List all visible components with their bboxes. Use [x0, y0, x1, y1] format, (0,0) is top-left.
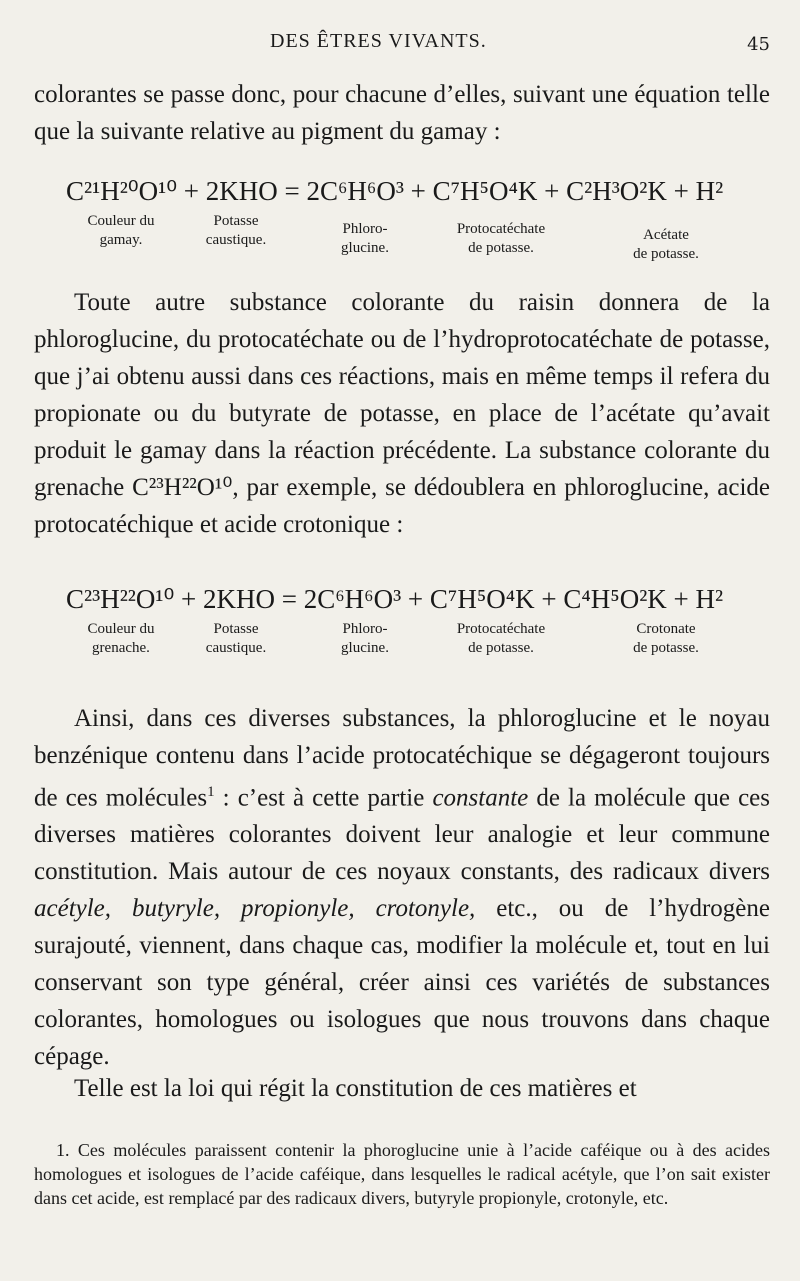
equation-labels	[66, 212, 766, 264]
label-line: Protocatéchate	[456, 621, 546, 637]
label-line: Phloro-	[342, 621, 388, 637]
label-protocatechate	[426, 220, 576, 258]
text-run: de la molécule que ces diverses matières colorantes doivent leur analogie et leur commune constitution. Mais autour de ces noyaux constants, des radicaux divers	[34, 784, 770, 886]
label-line: glucine.	[341, 240, 389, 256]
paragraph-text: colorantes se passe donc, pour chacune d’elles, suivant une équation telle que la suivante relative au pigment du gamay :	[34, 81, 770, 145]
page-number: 45	[747, 34, 770, 55]
paragraph-text: Toute autre substance colorante du raisin donnera de la phloroglucine, du protocatéchate ou de l’hydroprotocatéchate de potasse, que j’ai obtenu aussi dans ces réactions, mais en même temps il refera du propionate ou du butyrate de potasse, en place de l’acétate qu’avait produit le gamay dans la réaction précédente. La substance colorante du grenache C²³H²²O¹⁰, par exemple, se dédoublera en phloroglucine, acide protocatéchique et acide crotonique :	[34, 289, 770, 538]
label-colour	[66, 620, 176, 658]
label-line: grenache.	[92, 640, 150, 656]
page-header	[0, 30, 800, 60]
text-run: : c’est à cette partie	[214, 784, 433, 812]
label-line: Acétate	[643, 227, 689, 243]
equation-grenache	[66, 584, 766, 672]
paragraph-text: Telle est la loi qui régit la constitution de ces matières et	[74, 1075, 637, 1102]
paragraph-law	[34, 1070, 770, 1107]
footnote-1: 1. Ces molécules paraissent contenir la phoroglucine unie à l’acide caféique ou à des acides homologues et isologues de l’acide caféique, dans lesquelles le radical acétyle, que l’on sait exister dans cet acide, est remplacé par des radicaux divers, butyryle propionyle, crotonyle, etc.	[34, 1140, 770, 1208]
label-potash	[186, 212, 286, 250]
label-line: Couleur du	[87, 213, 155, 229]
label-line: caustique.	[205, 640, 267, 656]
paragraph-text	[34, 700, 770, 1075]
label-colour	[66, 212, 176, 250]
label-protocatechate	[426, 620, 576, 658]
label-line: gamay.	[99, 232, 143, 248]
label-line: de potasse.	[633, 640, 699, 656]
label-line: Potasse	[213, 621, 259, 637]
label-phloroglucine	[320, 220, 410, 258]
label-line: Protocatéchate	[456, 221, 546, 237]
label-line: de potasse.	[468, 640, 534, 656]
footnote-ref[interactable]: 1	[207, 784, 215, 800]
equation-formula: C²³H²²O¹⁰ + 2KHO = 2C⁶H⁶O³ + C⁷H⁵O⁴K + C⁴H⁵O²K + H²	[66, 584, 724, 614]
paragraph-conclusion	[34, 700, 770, 1075]
label-phloroglucine	[320, 620, 410, 658]
text-run: Ainsi, dans ces diverses substances, la phloroglucine et le noyau benzénique contenu dans l’acide protocatéchique se dégageront toujours de ces molécules	[34, 705, 770, 812]
text-run-italic: acétyle, butyryle, propionyle, crotonyle,	[34, 895, 476, 923]
label-crotonate	[606, 620, 726, 658]
label-line: glucine.	[341, 640, 389, 656]
label-line: Crotonate	[636, 621, 696, 637]
label-line: Couleur du	[87, 621, 155, 637]
label-acetate	[606, 226, 726, 264]
text-run-italic: constante	[432, 784, 529, 812]
label-line: Phloro-	[342, 221, 388, 237]
equation-labels	[66, 620, 766, 672]
label-line: de potasse.	[468, 240, 534, 256]
footnotes	[34, 1138, 770, 1210]
equation-formula: C²¹H²⁰O¹⁰ + 2KHO = 2C⁶H⁶O³ + C⁷H⁵O⁴K + C²H³O²K + H²	[66, 176, 724, 206]
paragraph-intro	[34, 76, 770, 150]
running-head: DES ÊTRES VIVANTS.	[270, 30, 487, 52]
label-potash	[186, 620, 286, 658]
text-run: etc., ou de l’hydrogène surajouté, viennent, dans chaque cas, modifier la molécule et, tout en lui conservant son type général, créer ainsi ces variétés de substances colorantes, homologues ou isologues que nous trouvons dans chaque cépage.	[34, 895, 770, 1071]
label-line: caustique.	[205, 232, 267, 248]
paragraph-substances	[34, 284, 770, 543]
label-line: de potasse.	[633, 246, 699, 262]
equation-gamay	[66, 176, 766, 264]
label-line: Potasse	[213, 213, 259, 229]
